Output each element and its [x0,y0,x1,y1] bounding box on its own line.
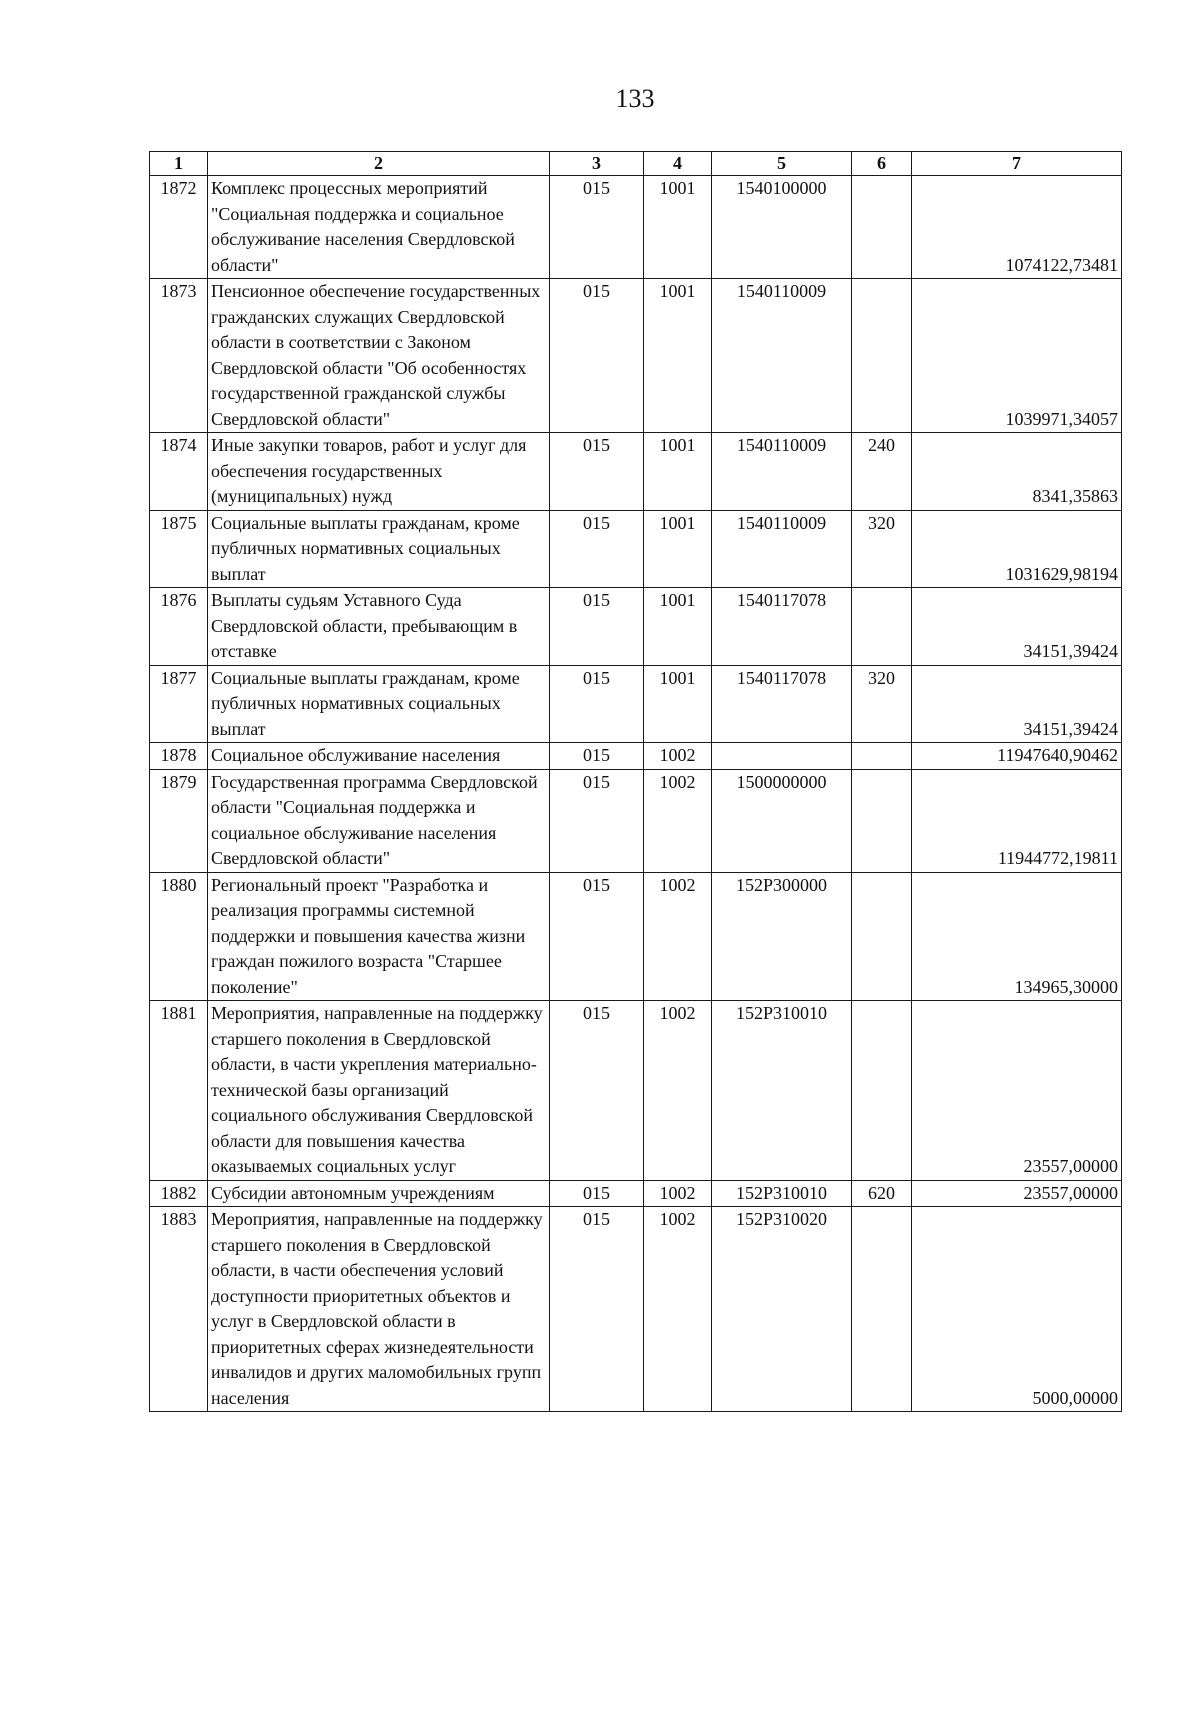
row-number: 1876 [150,588,208,666]
column-header-4: 4 [644,152,712,176]
row-col-3: 015 [550,872,644,1001]
row-number: 1883 [150,1207,208,1412]
row-col-6 [852,769,912,872]
row-col-6 [852,1001,912,1181]
row-col-3: 015 [550,1180,644,1207]
row-number: 1881 [150,1001,208,1181]
row-number: 1873 [150,279,208,433]
row-col-4: 1002 [644,743,712,770]
row-col-6 [852,588,912,666]
row-number: 1874 [150,433,208,511]
row-col-3: 015 [550,588,644,666]
table-row [150,665,1122,743]
table-row [150,872,1122,1001]
budget-table [149,151,1122,1412]
row-name: Государственная программа Свердловской области "Социальная поддержка и социальное обслуживание населения Свердловской области" [208,769,550,872]
row-col-6 [852,279,912,433]
table-row [150,1001,1122,1181]
row-col-4: 1002 [644,1207,712,1412]
table-row [150,433,1122,511]
row-name: Мероприятия, направленные на поддержку старшего поколения в Свердловской области, в части обеспечения условий доступности приоритетных объектов и услуг в Свердловской области в приоритетных сферах жизнедеятельности инвалидов и других маломобильных групп населения [208,1207,550,1412]
row-amount: 23557,00000 [912,1001,1122,1181]
row-col-6: 320 [852,665,912,743]
table-row [150,176,1122,279]
row-name: Мероприятия, направленные на поддержку старшего поколения в Свердловской области, в части укрепления материально-технической базы организаций социального обслуживания Свердловской области для повышения качества оказываемых социальных услуг [208,1001,550,1181]
row-col-6 [852,1207,912,1412]
row-name: Пенсионное обеспечение государственных гражданских служащих Свердловской области в соответствии с Законом Свердловской области "Об особенностях государственной гражданской службы Свердловской области" [208,279,550,433]
row-amount: 34151,39424 [912,665,1122,743]
row-col-4: 1002 [644,872,712,1001]
row-name: Комплекс процессных мероприятий "Социальная поддержка и социальное обслуживание населения Свердловской области" [208,176,550,279]
row-name: Социальные выплаты гражданам, кроме публичных нормативных социальных выплат [208,510,550,588]
row-col-3: 015 [550,433,644,511]
row-col-5: 1540117078 [712,588,852,666]
row-col-3: 015 [550,510,644,588]
row-number: 1880 [150,872,208,1001]
row-col-3: 015 [550,279,644,433]
row-amount: 1039971,34057 [912,279,1122,433]
table-row [150,743,1122,770]
row-number: 1879 [150,769,208,872]
row-amount: 11944772,19811 [912,769,1122,872]
column-header-5: 5 [712,152,852,176]
page-number: 133 [615,84,655,113]
column-header-7: 7 [912,152,1122,176]
column-header-3: 3 [550,152,644,176]
row-col-5: 1540110009 [712,510,852,588]
row-col-6 [852,176,912,279]
row-col-4: 1001 [644,510,712,588]
row-col-4: 1001 [644,588,712,666]
row-name: Иные закупки товаров, работ и услуг для обеспечения государственных (муниципальных) нужд [208,433,550,511]
column-header-6: 6 [852,152,912,176]
row-name: Выплаты судьям Уставного Суда Свердловской области, пребывающим в отставке [208,588,550,666]
row-amount: 34151,39424 [912,588,1122,666]
row-number: 1882 [150,1180,208,1207]
table-row [150,769,1122,872]
row-amount: 23557,00000 [912,1180,1122,1207]
row-name: Региональный проект "Разработка и реализация программы системной поддержки и повышения качества жизни граждан пожилого возраста "Старшее поколение" [208,872,550,1001]
row-col-3: 015 [550,1207,644,1412]
row-number: 1877 [150,665,208,743]
row-col-6: 620 [852,1180,912,1207]
row-col-4: 1001 [644,433,712,511]
table-header-row [150,152,1122,176]
row-name: Субсидии автономным учреждениям [208,1180,550,1207]
row-col-5 [712,743,852,770]
row-amount: 5000,00000 [912,1207,1122,1412]
row-col-5: 1540110009 [712,433,852,511]
row-amount: 134965,30000 [912,872,1122,1001]
row-col-5: 152P310010 [712,1001,852,1181]
row-col-4: 1002 [644,769,712,872]
table-row [150,1180,1122,1207]
row-col-5: 1540117078 [712,665,852,743]
column-header-1: 1 [150,152,208,176]
row-col-3: 015 [550,743,644,770]
row-col-6 [852,743,912,770]
row-col-4: 1001 [644,176,712,279]
table-row [150,510,1122,588]
row-col-5: 152P300000 [712,872,852,1001]
row-col-5: 1500000000 [712,769,852,872]
row-col-6: 240 [852,433,912,511]
row-amount: 1031629,98194 [912,510,1122,588]
row-number: 1878 [150,743,208,770]
row-col-5: 1540100000 [712,176,852,279]
row-col-3: 015 [550,665,644,743]
row-amount: 8341,35863 [912,433,1122,511]
row-col-4: 1001 [644,665,712,743]
row-col-5: 1540110009 [712,279,852,433]
row-col-5: 152P310010 [712,1180,852,1207]
table-row [150,588,1122,666]
table-row [150,279,1122,433]
row-col-3: 015 [550,176,644,279]
row-col-5: 152P310020 [712,1207,852,1412]
row-col-6: 320 [852,510,912,588]
row-name: Социальное обслуживание населения [208,743,550,770]
row-col-4: 1002 [644,1001,712,1181]
row-number: 1872 [150,176,208,279]
row-number: 1875 [150,510,208,588]
table-row [150,1207,1122,1412]
row-col-6 [852,872,912,1001]
row-col-3: 015 [550,769,644,872]
row-amount: 1074122,73481 [912,176,1122,279]
row-amount: 11947640,90462 [912,743,1122,770]
row-col-4: 1002 [644,1180,712,1207]
row-name: Социальные выплаты гражданам, кроме публичных нормативных социальных выплат [208,665,550,743]
row-col-3: 015 [550,1001,644,1181]
row-col-4: 1001 [644,279,712,433]
column-header-2: 2 [208,152,550,176]
